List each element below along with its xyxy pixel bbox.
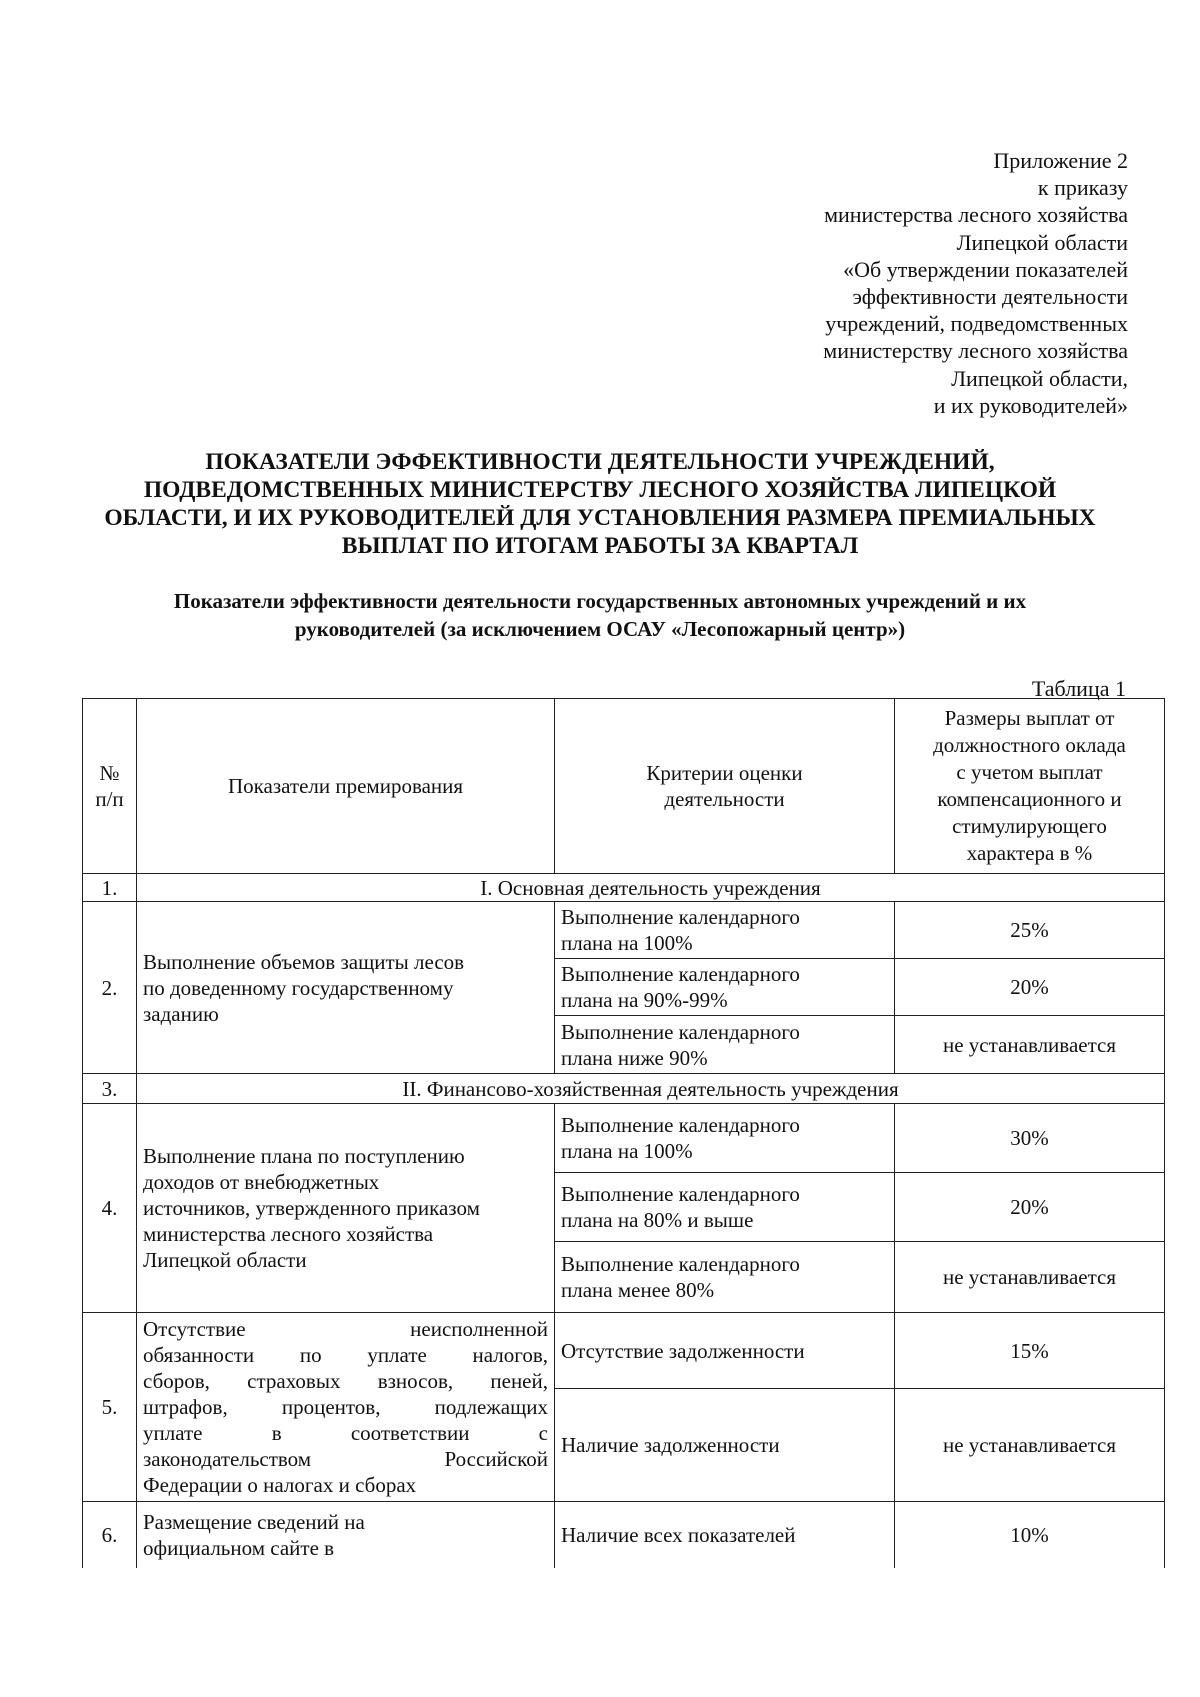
- criteria-line: плана на 100%: [561, 931, 693, 955]
- amount-cell: 20%: [895, 1173, 1165, 1242]
- header-num-line: п/п: [95, 787, 124, 811]
- header-amount-line: с учетом выплат: [956, 760, 1103, 784]
- row-number: 2.: [83, 902, 137, 1074]
- indicator-line: Федерации о налогах и сборах: [143, 1473, 417, 1497]
- criteria-line: Выполнение календарного: [561, 1252, 800, 1276]
- amount-cell: 30%: [895, 1104, 1165, 1173]
- appendix-line: эффективности деятельности: [852, 284, 1128, 310]
- title-line: ПОДВЕДОМСТВЕННЫХ МИНИСТЕРСТВУ ЛЕСНОГО ХОЗЯЙСТВА ЛИПЕЦКОЙ: [143, 477, 1057, 503]
- criteria-cell: [555, 1389, 895, 1502]
- table-row: [83, 1104, 1165, 1173]
- amount-cell: не устанавливается: [895, 1242, 1165, 1313]
- criteria-cell: [555, 1173, 895, 1242]
- amount-cell: 10%: [895, 1502, 1165, 1568]
- table-row: [83, 902, 1165, 959]
- indicator-line: по доведенному государственному: [143, 975, 454, 1000]
- criteria-cell: [555, 1016, 895, 1074]
- criteria-line: Выполнение календарного: [561, 1113, 800, 1137]
- amount-cell: 20%: [895, 959, 1165, 1016]
- indicator-line: Выполнение плана по поступлению: [143, 1144, 465, 1168]
- table-label: Таблица 1: [1031, 676, 1126, 701]
- table-section-row: [83, 1074, 1165, 1104]
- indicator-line: Отсутствие неисполненной: [143, 1317, 548, 1341]
- header-criteria-line: Критерии оценки: [646, 761, 803, 785]
- amount-cell: 25%: [895, 902, 1165, 959]
- appendix-line: министерства лесного хозяйства: [824, 202, 1128, 228]
- section-title: II. Финансово-хозяйственная деятельность учреждения: [137, 1074, 1165, 1104]
- appendix-line: «Об утверждении показателей: [843, 256, 1128, 282]
- header-criteria: [555, 699, 895, 874]
- header-amount-line: должностного оклада: [933, 733, 1126, 757]
- indicator-line: министерства лесного хозяйства: [143, 1222, 434, 1246]
- criteria-cell: [555, 1104, 895, 1173]
- indicators-table: [82, 698, 1165, 1568]
- table-row: [83, 1313, 1165, 1389]
- criteria-line: плана на 90%-99%: [561, 988, 728, 1012]
- row-number: 5.: [83, 1313, 137, 1502]
- header-amount-line: стимулирующего: [952, 814, 1107, 838]
- appendix-line: и их руководителей»: [933, 392, 1128, 418]
- criteria-line: Наличие всех показателей: [561, 1522, 796, 1547]
- header-indicator: Показатели премирования: [137, 699, 555, 874]
- indicator-line: штрафов, процентов, подлежащих: [143, 1395, 548, 1419]
- title-line: ПОКАЗАТЕЛИ ЭФФЕКТИВНОСТИ ДЕЯТЕЛЬНОСТИ УЧРЕЖДЕНИЙ,: [205, 449, 995, 475]
- criteria-cell: [555, 1502, 895, 1568]
- indicator-line: обязанности по уплате налогов,: [143, 1343, 548, 1367]
- indicator-line: сборов, страховых взносов, пеней,: [143, 1369, 548, 1393]
- subtitle-line: Показатели эффективности деятельности государственных автономных учреждений и их: [173, 589, 1027, 613]
- criteria-line: Наличие задолженности: [561, 1433, 780, 1457]
- indicator-cell: [137, 902, 555, 1074]
- indicator-cell: [137, 1313, 555, 1502]
- table-section-row: [83, 874, 1165, 902]
- indicator-cell: [137, 1502, 555, 1568]
- criteria-cell: [555, 1242, 895, 1313]
- table-row: [83, 1502, 1165, 1568]
- appendix-note: [823, 147, 1128, 419]
- criteria-line: Выполнение календарного: [561, 905, 800, 929]
- criteria-line: Отсутствие задолженности: [561, 1338, 805, 1363]
- indicator-line: источников, утвержденного приказом: [143, 1196, 480, 1220]
- criteria-line: Выполнение календарного: [561, 1019, 800, 1044]
- title-line: ОБЛАСТИ, И ИХ РУКОВОДИТЕЛЕЙ ДЛЯ УСТАНОВЛЕНИЯ РАЗМЕРА ПРЕМИАЛЬНЫХ: [104, 505, 1096, 531]
- appendix-line: Липецкой области: [956, 229, 1128, 255]
- indicator-line: официальном сайте в: [143, 1535, 335, 1560]
- header-criteria-line: деятельности: [664, 787, 785, 811]
- indicator-line: Размещение сведений на: [143, 1509, 365, 1534]
- indicator-line: доходов от внебюджетных: [143, 1170, 380, 1194]
- criteria-line: плана ниже 90%: [561, 1045, 708, 1070]
- header-amount-line: характера в %: [966, 841, 1093, 865]
- criteria-line: Выполнение календарного: [561, 1182, 800, 1206]
- header-amount: [895, 699, 1165, 874]
- criteria-line: Выполнение календарного: [561, 962, 800, 986]
- row-number: 6.: [83, 1502, 137, 1568]
- indicator-line: заданию: [143, 1001, 219, 1026]
- appendix-line: Липецкой области,: [951, 365, 1128, 391]
- document-subtitle: [60, 587, 1140, 643]
- indicator-line: уплате в соответствии с: [143, 1421, 548, 1445]
- amount-cell: не устанавливается: [895, 1389, 1165, 1502]
- criteria-line: плана на 100%: [561, 1139, 693, 1163]
- criteria-line: плана на 80% и выше: [561, 1208, 754, 1232]
- appendix-line: учреждений, подведомственных: [825, 311, 1128, 337]
- appendix-line: министерству лесного хозяйства: [823, 338, 1128, 364]
- criteria-cell: [555, 959, 895, 1016]
- header-num: [83, 699, 137, 874]
- appendix-line: к приказу: [1037, 175, 1128, 201]
- criteria-cell: [555, 1313, 895, 1389]
- header-num-line: №: [99, 761, 120, 785]
- indicator-cell: [137, 1104, 555, 1313]
- indicator-line: Липецкой области: [143, 1248, 307, 1272]
- appendix-line: Приложение 2: [993, 148, 1128, 173]
- header-amount-line: компенсационного и: [937, 787, 1122, 811]
- amount-cell: 15%: [895, 1313, 1165, 1389]
- criteria-cell: [555, 902, 895, 959]
- table-header-row: [83, 699, 1165, 874]
- indicator-line: Выполнение объемов защиты лесов: [143, 949, 465, 974]
- row-number: 4.: [83, 1104, 137, 1313]
- title-line: ВЫПЛАТ ПО ИТОГАМ РАБОТЫ ЗА КВАРТАЛ: [341, 533, 859, 559]
- indicator-line: законодательством Российской: [143, 1447, 548, 1471]
- amount-cell: не устанавливается: [895, 1016, 1165, 1074]
- criteria-line: плана менее 80%: [561, 1278, 715, 1302]
- row-number: 3.: [83, 1074, 137, 1104]
- subtitle-line: руководителей (за исключением ОСАУ «Лесопожарный центр»): [294, 617, 906, 641]
- row-number: 1.: [83, 874, 137, 902]
- document-title: [60, 448, 1140, 560]
- header-amount-line: Размеры выплат от: [944, 706, 1115, 730]
- section-title: I. Основная деятельность учреждения: [137, 874, 1165, 902]
